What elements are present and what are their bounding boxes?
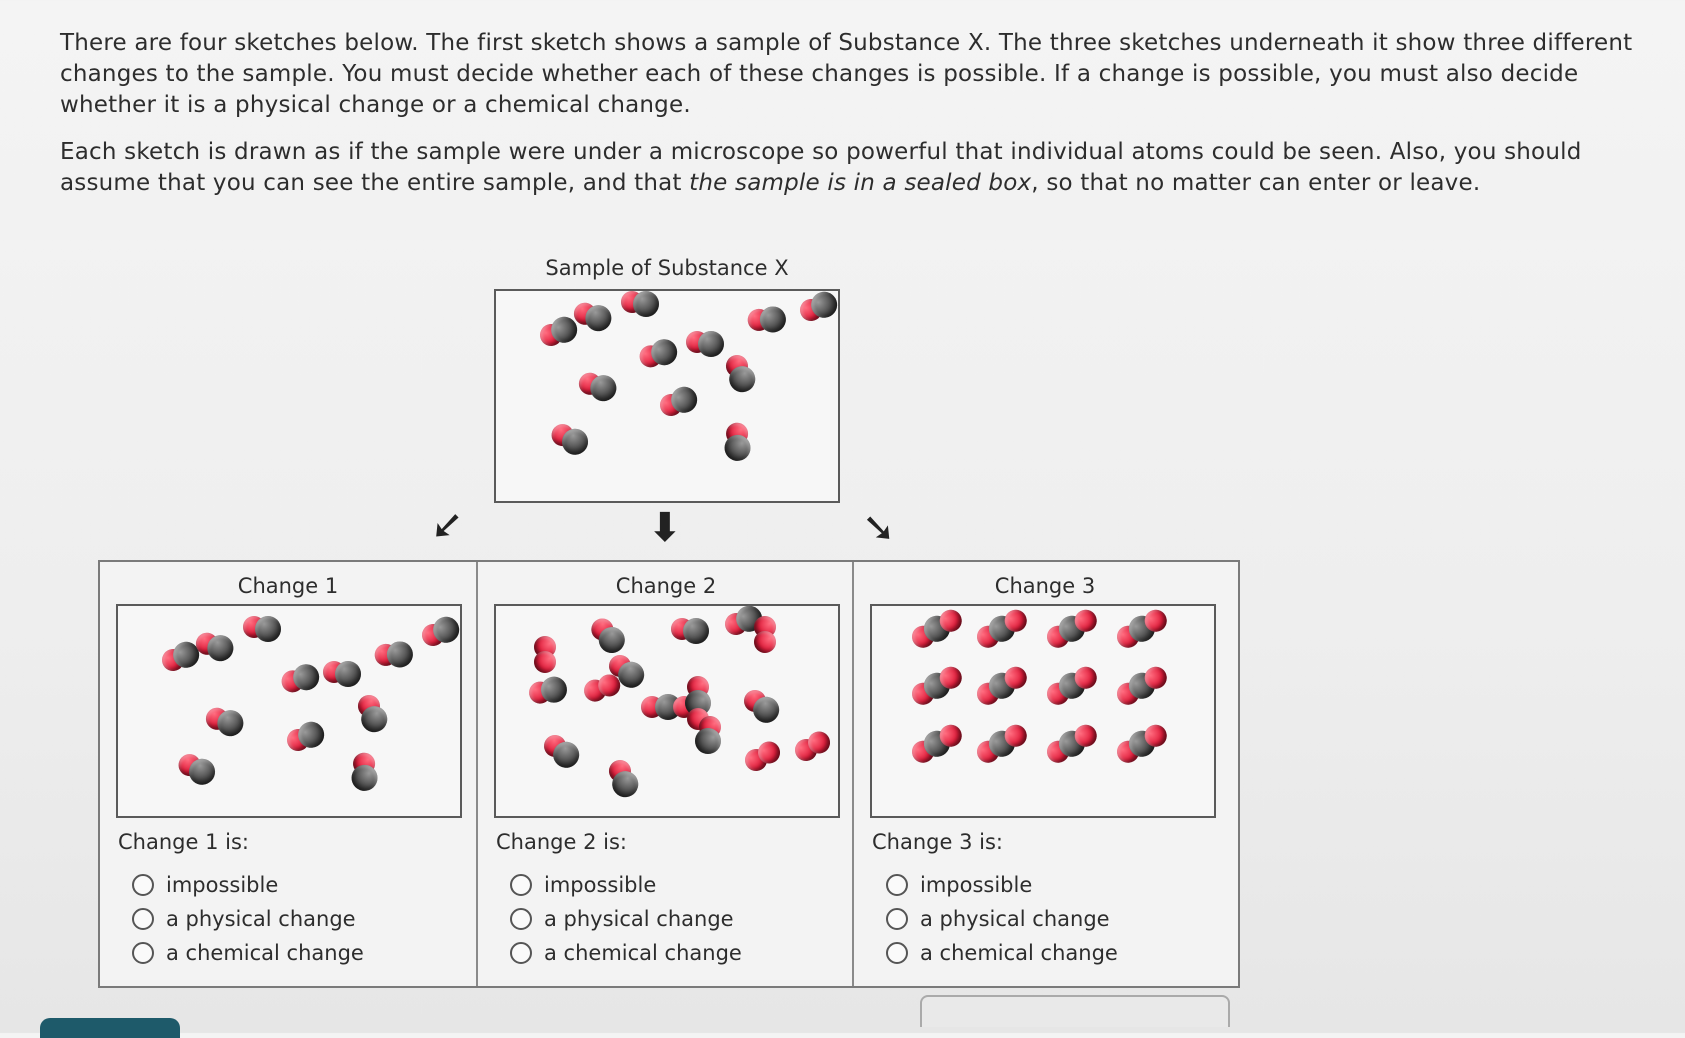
sample-title: Sample of Substance X (545, 256, 789, 280)
option-label: a physical change (544, 907, 734, 931)
change-2-sketch (494, 604, 840, 818)
option-label: a physical change (920, 907, 1110, 931)
radio-icon[interactable] (132, 874, 154, 896)
radio-icon[interactable] (510, 874, 532, 896)
radio-icon[interactable] (510, 942, 532, 964)
change-2-panel (476, 562, 854, 986)
gray-atom (335, 661, 361, 687)
arrow-to-change-1-icon: ➘ (423, 509, 470, 543)
radio-icon[interactable] (886, 874, 908, 896)
gray-atom (683, 618, 709, 644)
change-2-title: Change 2 (615, 574, 717, 598)
instructions-p2-emphasis: the sample is in a sealed box (689, 170, 1032, 196)
radio-icon[interactable] (886, 942, 908, 964)
change-3-question: Change 3 is: (872, 830, 1003, 854)
change-1-title: Change 1 (237, 574, 339, 598)
change-3-panel (852, 562, 1236, 986)
change-1-option-chemical[interactable] (132, 936, 364, 970)
arrow-to-change-3-icon: ➘ (862, 505, 896, 551)
instructions (60, 28, 1660, 215)
red-atom (534, 651, 556, 673)
change-2-option-chemical[interactable] (510, 936, 742, 970)
change-2-option-physical[interactable] (510, 902, 742, 936)
change-3-option-impossible[interactable] (886, 868, 1118, 902)
gray-atom (633, 291, 659, 317)
arrow-to-change-2-icon: ⬇ (648, 505, 682, 551)
bottom-button[interactable] (920, 995, 1230, 1027)
option-label: a physical change (166, 907, 356, 931)
gray-atom (695, 728, 721, 754)
bottom-tab[interactable] (40, 1018, 180, 1038)
option-label: impossible (544, 873, 657, 897)
change-3-sketch (870, 604, 1216, 818)
sample-sketch (494, 289, 840, 503)
change-3-option-chemical[interactable] (886, 936, 1118, 970)
option-label: a chemical change (166, 941, 364, 965)
change-3-title: Change 3 (994, 574, 1096, 598)
red-atom (754, 631, 776, 653)
change-1-question: Change 1 is: (118, 830, 249, 854)
change-1-sketch (116, 604, 462, 818)
change-1-options (132, 868, 364, 970)
instructions-paragraph-2 (60, 137, 1660, 199)
changes-panel (98, 560, 1240, 988)
option-label: a chemical change (920, 941, 1118, 965)
option-label: impossible (166, 873, 279, 897)
radio-icon[interactable] (132, 942, 154, 964)
option-label: impossible (920, 873, 1033, 897)
change-1-panel (100, 562, 476, 986)
change-1-option-physical[interactable] (132, 902, 364, 936)
radio-icon[interactable] (510, 908, 532, 930)
change-3-option-physical[interactable] (886, 902, 1118, 936)
change-1-option-impossible[interactable] (132, 868, 364, 902)
change-3-options (886, 868, 1118, 970)
change-2-option-impossible[interactable] (510, 868, 742, 902)
change-2-question: Change 2 is: (496, 830, 627, 854)
change-2-options (510, 868, 742, 970)
instructions-paragraph-1: There are four sketches below. The first sketch shows a sample of Substance X. The three sketches underneath it show three different changes to the sample. You must decide whether each of these changes is possible. If a change is possible, you must also decide whether it is a physical change or a chemical change. (60, 30, 1633, 118)
gray-atom (255, 616, 281, 642)
instructions-p2-end: , so that no matter can enter or leave. (1031, 170, 1481, 196)
gray-atom (698, 331, 724, 357)
radio-icon[interactable] (886, 908, 908, 930)
option-label: a chemical change (544, 941, 742, 965)
radio-icon[interactable] (132, 908, 154, 930)
instructions-p2-start: Each sketch is drawn as if the sample were under a microscope so powerful that individual atoms could be seen. Also, you should assume that you can see the entire sample, and that (60, 139, 1582, 196)
